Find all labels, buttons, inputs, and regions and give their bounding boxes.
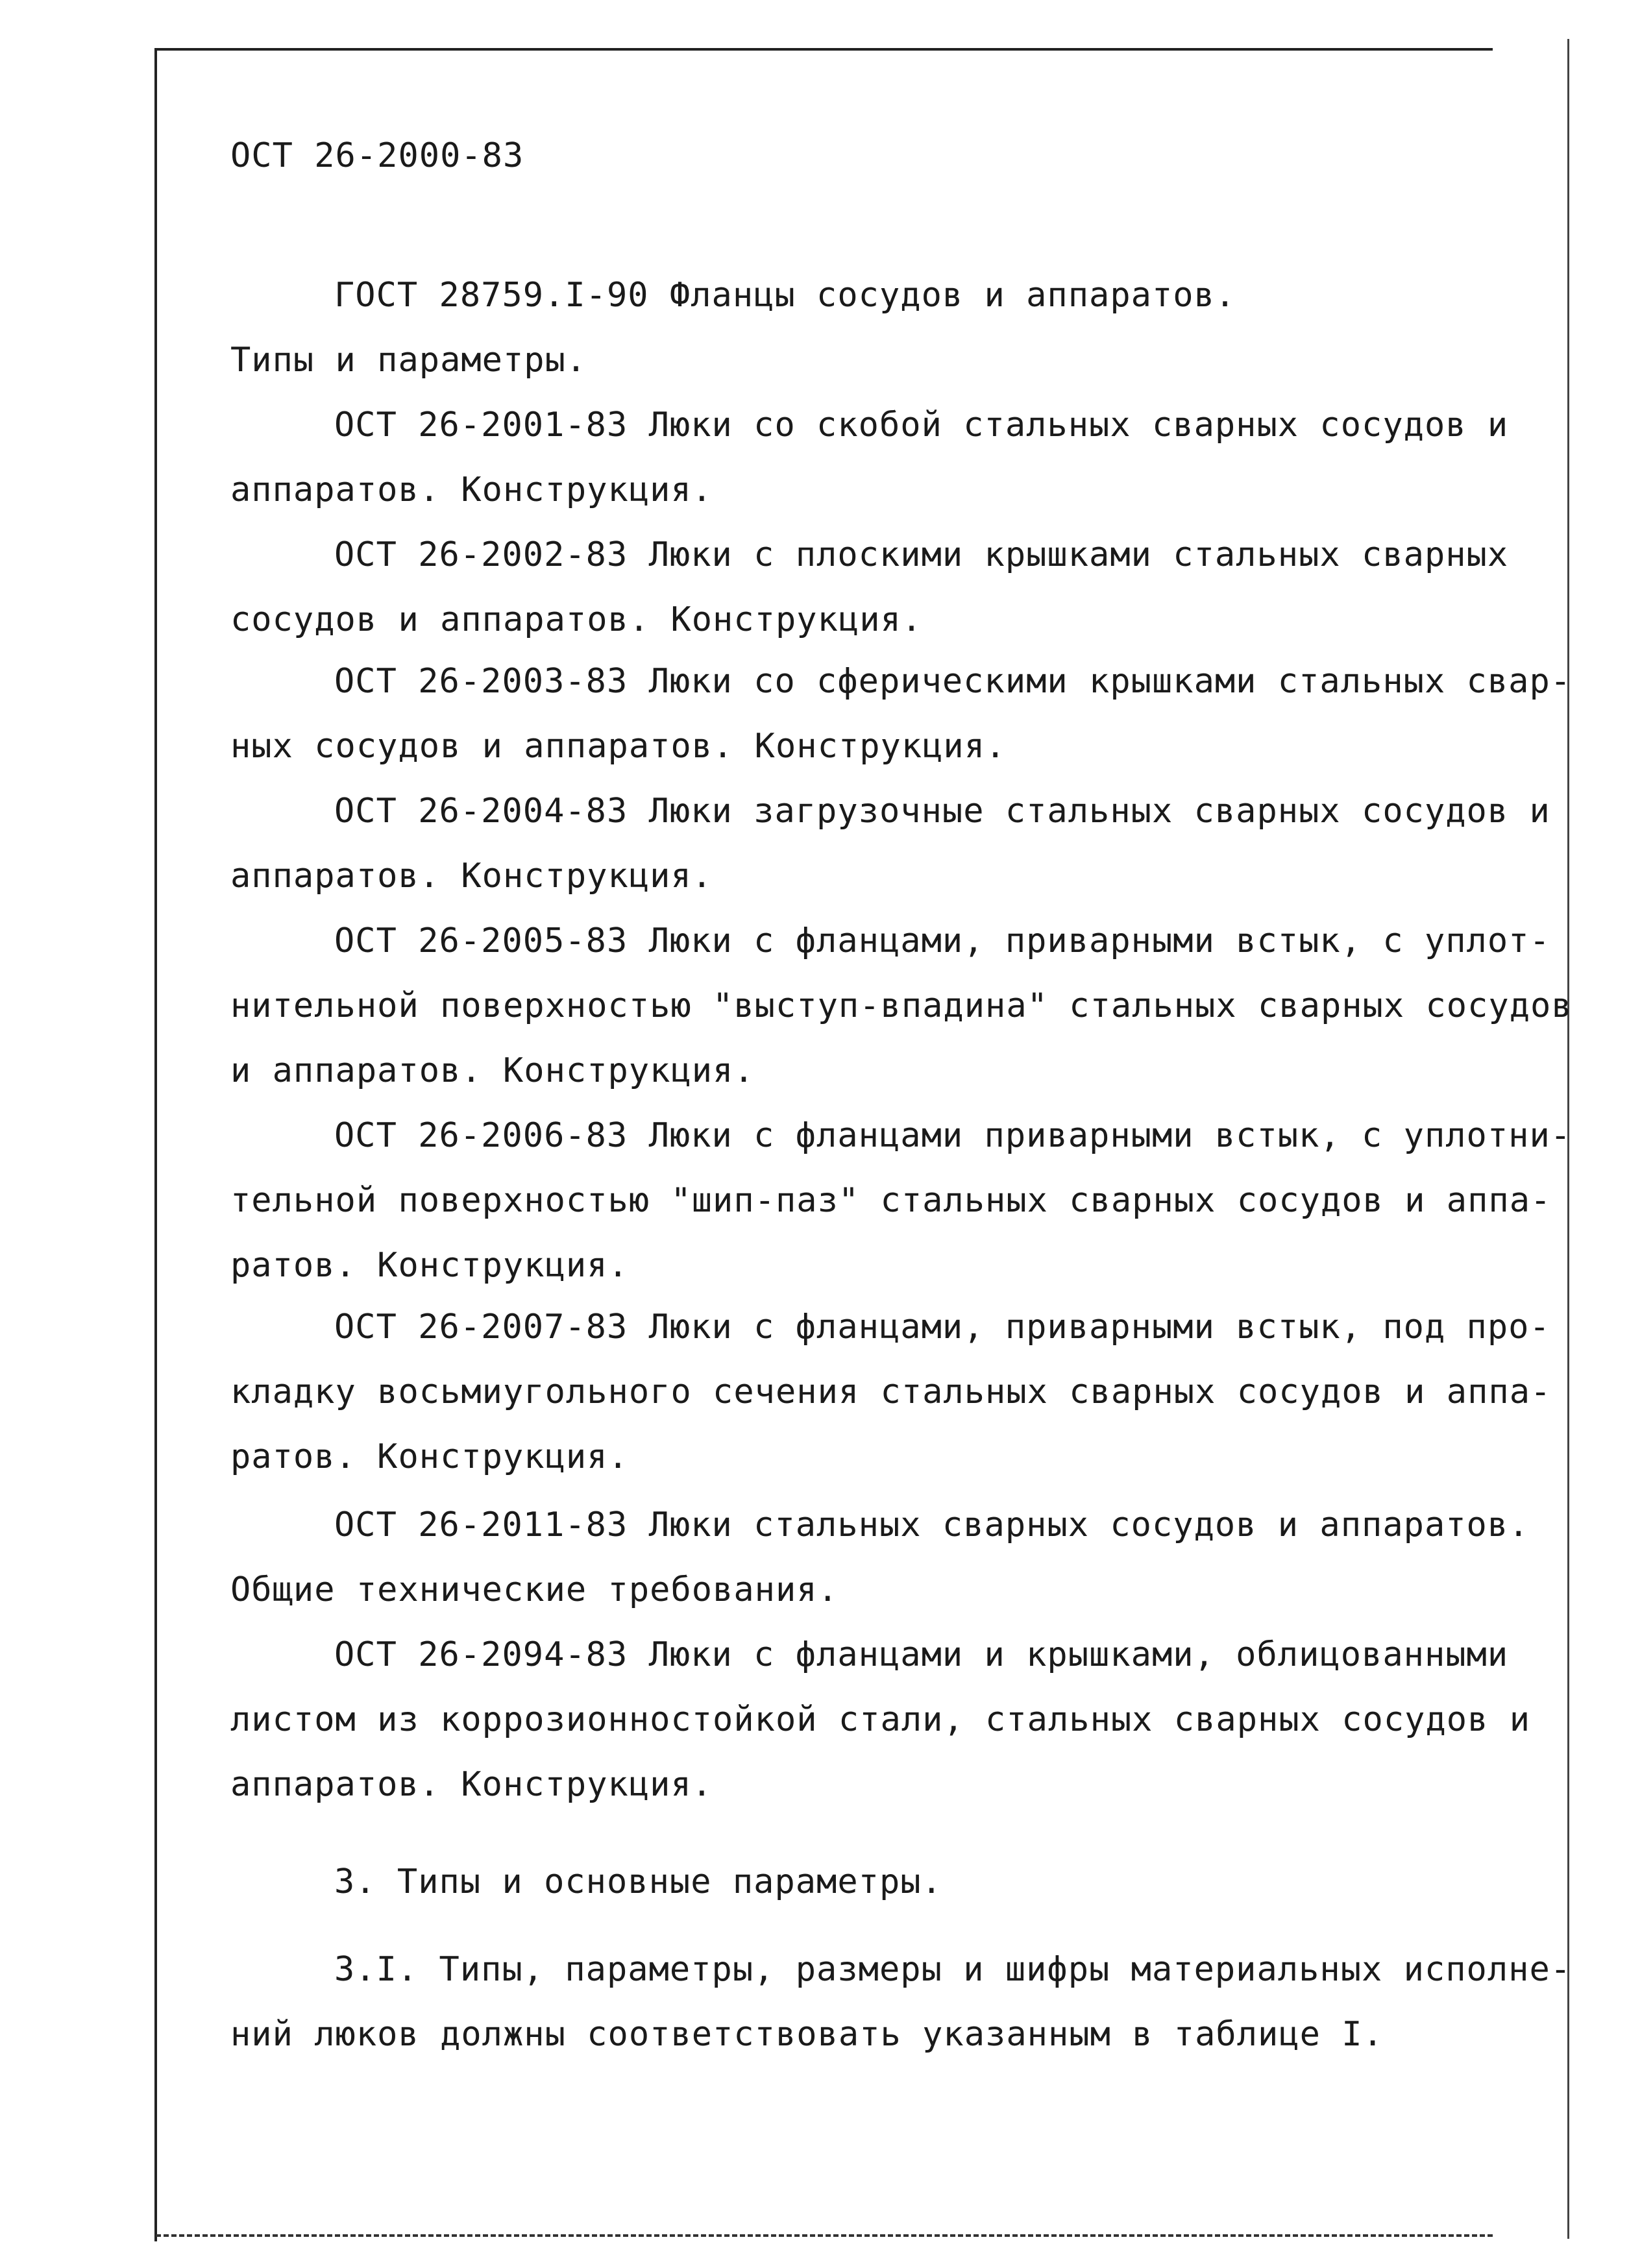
reference-line: ратов. Конструкция. bbox=[230, 1246, 629, 1285]
reference-item bbox=[230, 1493, 1530, 1622]
reference-item bbox=[230, 779, 1550, 908]
reference-line: ОСТ 26-2003-83 Люки со сферическими крышками стальных свар- bbox=[334, 662, 1572, 701]
page-frame-left-border bbox=[154, 48, 157, 2241]
reference-line: ОСТ 26-2002-83 Люки с плоскими крышками стальных сварных bbox=[334, 535, 1509, 574]
reference-line: ных сосудов и аппаратов. Конструкция. bbox=[230, 727, 1007, 766]
clause-line: ний люков должны соответствовать указанным в таблице I. bbox=[230, 2015, 1384, 2054]
reference-line: тельной поверхностью "шип-паз" стальных сварных сосудов и аппа- bbox=[230, 1181, 1552, 1220]
section-clause bbox=[230, 1937, 1572, 2067]
reference-line: ГОСТ 28759.I-90 Фланцы сосудов и аппаратов. bbox=[334, 276, 1236, 315]
reference-line: ОСТ 26-2094-83 Люки с фланцами и крышками, облицованными bbox=[334, 1635, 1509, 1674]
reference-line: нительной поверхностью "выступ-впадина" стальных сварных сосудов bbox=[230, 986, 1573, 1025]
page-frame-bottom-border bbox=[156, 2234, 1493, 2237]
reference-line: и аппаратов. Конструкция. bbox=[230, 1051, 755, 1090]
reference-line: ОСТ 26-2005-83 Люки с фланцами, приварными встык, с уплот- bbox=[334, 921, 1550, 960]
reference-item bbox=[230, 1295, 1552, 1489]
reference-line: ОСТ 26-2007-83 Люки с фланцами, приварными встык, под про- bbox=[334, 1308, 1550, 1347]
reference-line: аппаратов. Конструкция. bbox=[230, 1765, 713, 1804]
reference-line: аппаратов. Конструкция. bbox=[230, 857, 713, 896]
reference-item bbox=[230, 1622, 1531, 1817]
reference-item bbox=[230, 522, 1522, 652]
reference-item bbox=[230, 263, 1522, 393]
reference-line: аппаратов. Конструкция. bbox=[230, 470, 713, 509]
reference-item bbox=[230, 908, 1573, 1103]
section-heading-text: 3. Типы и основные параметры. bbox=[334, 1862, 942, 1901]
reference-line: ОСТ 26-2001-83 Люки со скобой стальных сварных сосудов и bbox=[334, 406, 1509, 445]
clause-line: 3.I. Типы, параметры, размеры и шифры материальных исполне- bbox=[334, 1950, 1572, 1989]
reference-line: ратов. Конструкция. bbox=[230, 1437, 629, 1476]
reference-line: кладку восьмиугольного сечения стальных сварных сосудов и аппа- bbox=[230, 1372, 1552, 1411]
reference-line: Типы и параметры. bbox=[230, 341, 587, 380]
reference-item bbox=[230, 1103, 1572, 1298]
reference-line: сосудов и аппаратов. Конструкция. bbox=[230, 600, 923, 639]
page-frame-top-border bbox=[156, 48, 1493, 51]
reference-line: листом из коррозионностойкой стали, стальных сварных сосудов и bbox=[230, 1700, 1531, 1739]
reference-line: ОСТ 26-2011-83 Люки стальных сварных сосудов и аппаратов. bbox=[334, 1506, 1530, 1544]
reference-item bbox=[230, 649, 1572, 779]
reference-line: ОСТ 26-2006-83 Люки с фланцами приварными встык, с уплотни- bbox=[334, 1116, 1572, 1155]
document-code: ОСТ 26-2000-83 bbox=[230, 136, 524, 175]
reference-item bbox=[230, 393, 1522, 522]
reference-line: Общие технические требования. bbox=[230, 1570, 839, 1609]
section-heading bbox=[230, 1849, 1522, 1914]
reference-line: ОСТ 26-2004-83 Люки загрузочные стальных сварных сосудов и bbox=[334, 792, 1550, 831]
